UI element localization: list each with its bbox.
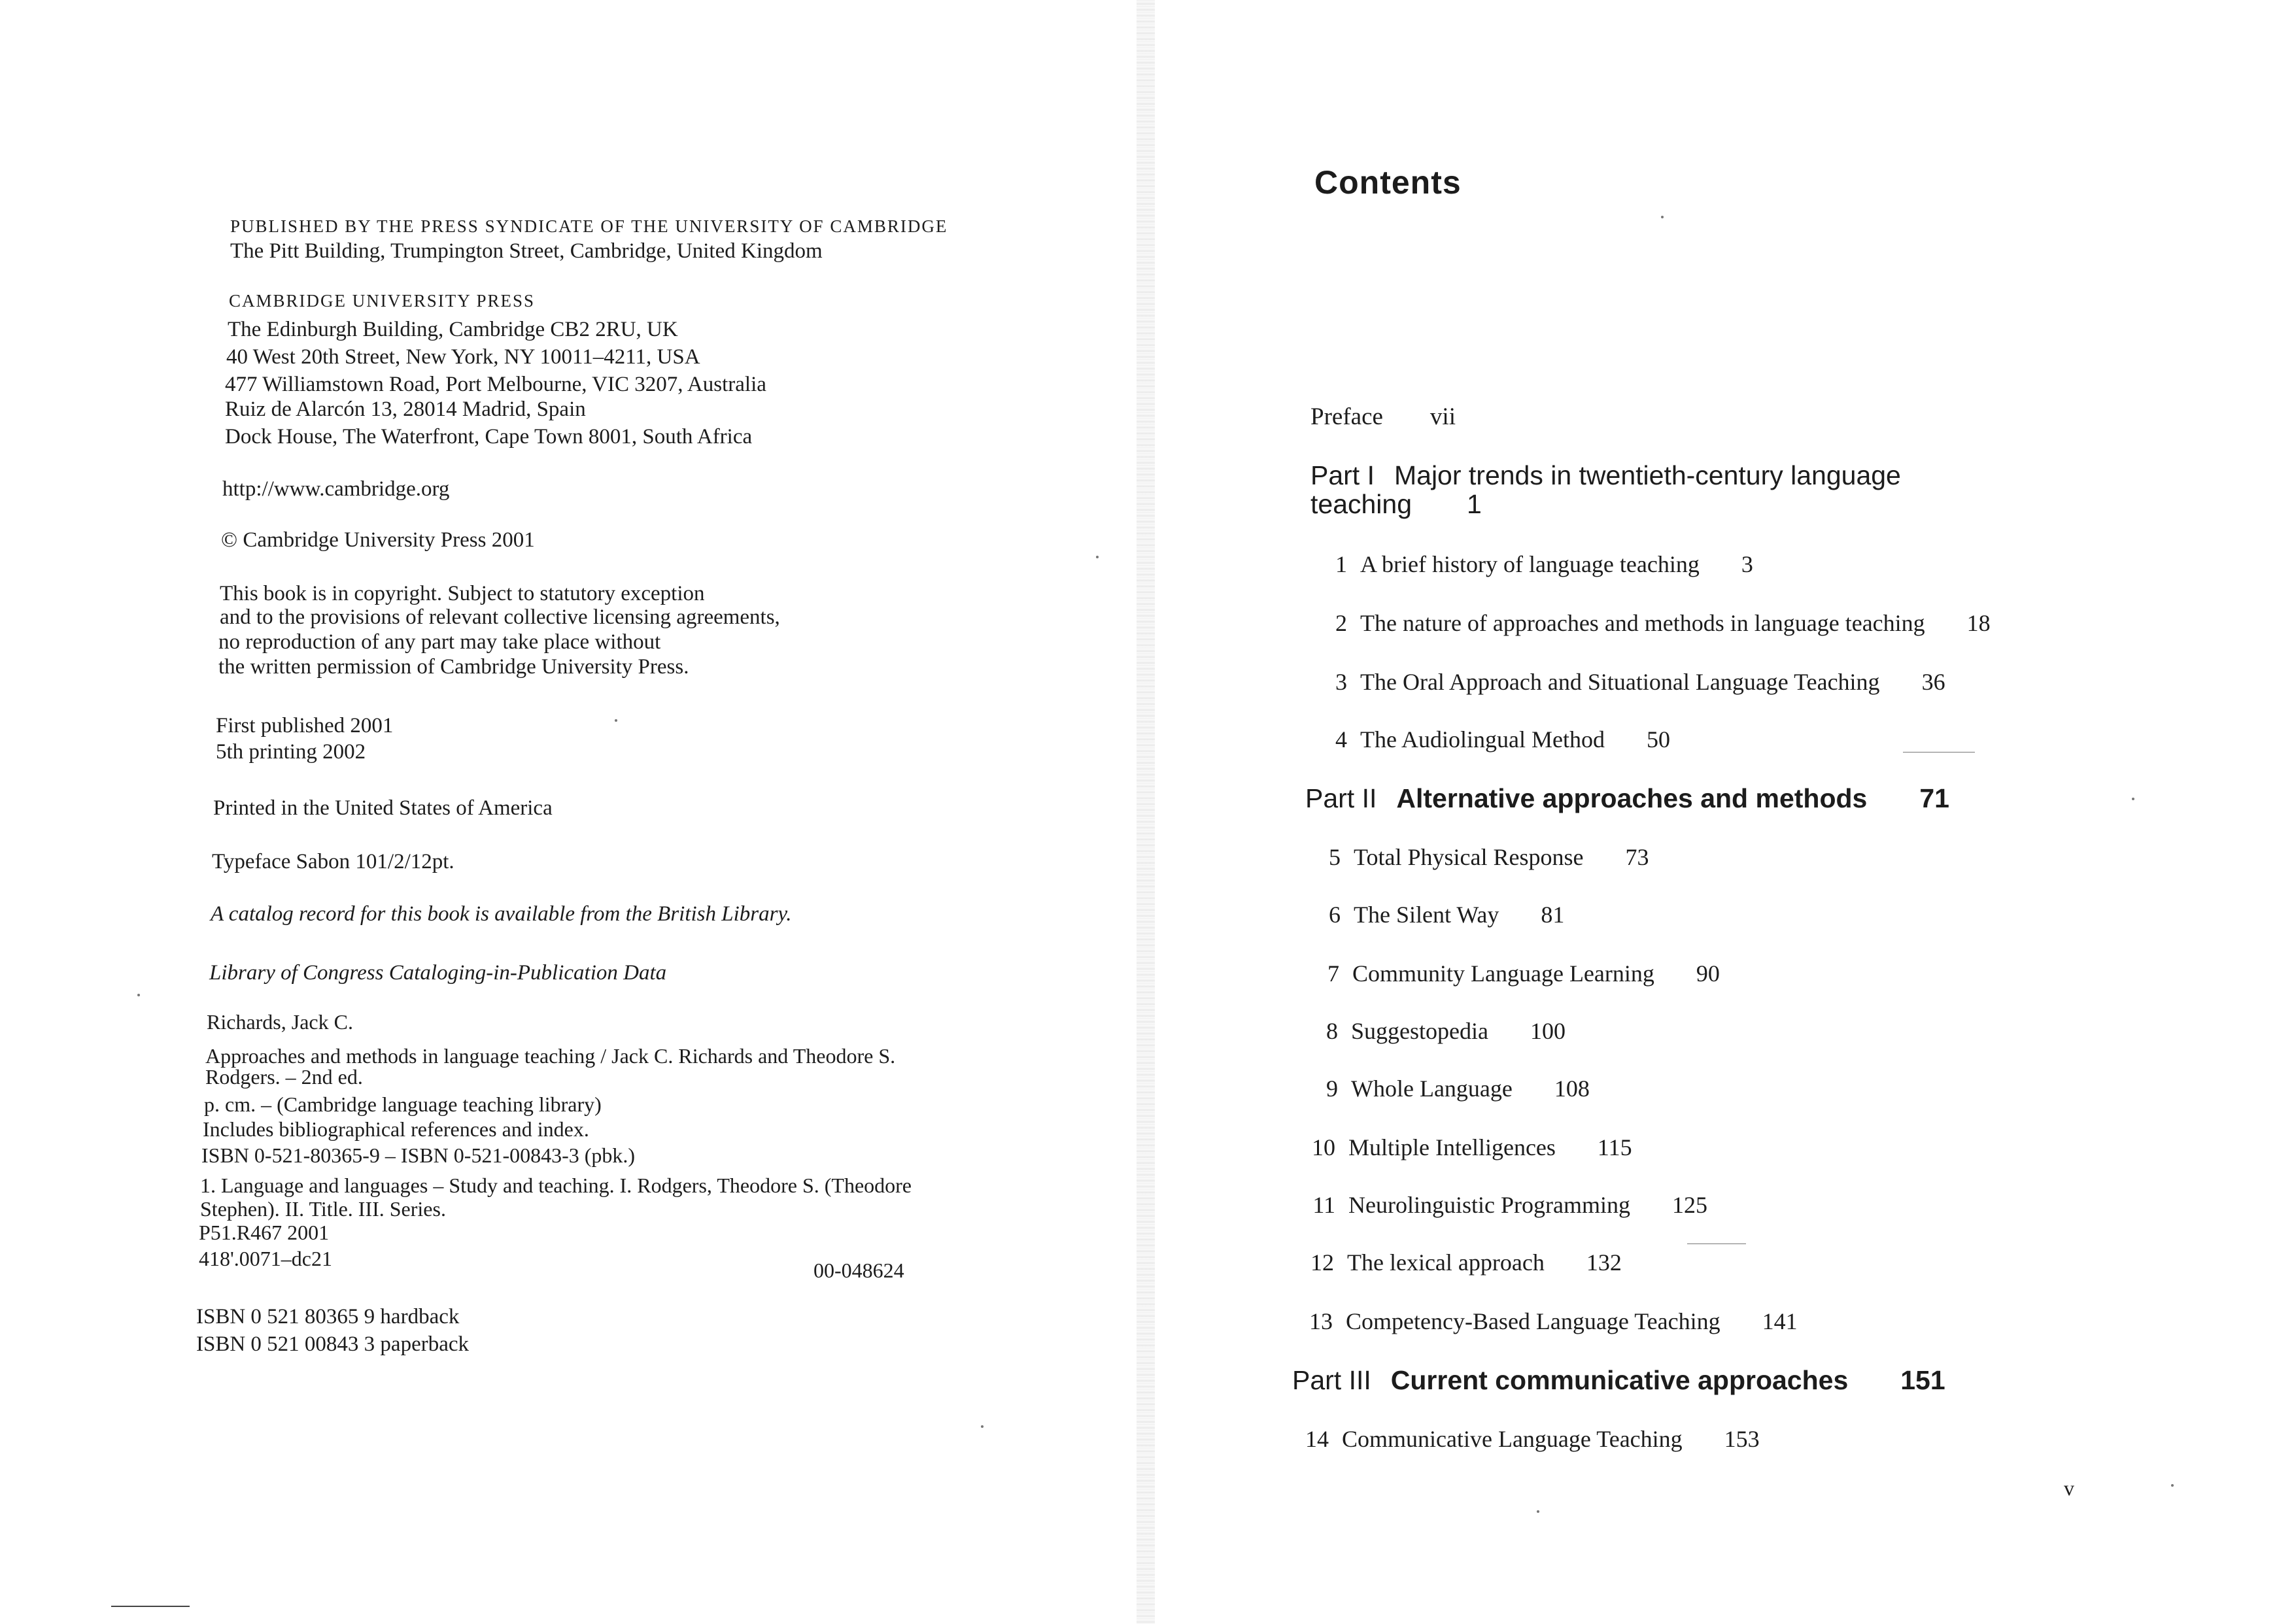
toc-chapter	[1297, 1249, 1622, 1276]
cip-line: 418'.0071–dc21	[199, 1247, 332, 1270]
address-line: The Edinburgh Building, Cambridge CB2 2RU, UK	[228, 318, 678, 341]
address-line: 477 Williamstown Road, Port Melbourne, VIC 3207, Australia	[225, 373, 766, 396]
preface-label: Preface	[1310, 403, 1383, 430]
chapter-page: 141	[1762, 1308, 1798, 1334]
cip-line: p. cm. – (Cambridge language teaching library)	[204, 1092, 602, 1116]
first-published: First published 2001	[216, 714, 394, 737]
toc-chapter	[1310, 609, 1991, 637]
cip-heading: Library of Congress Cataloging-in-Publication Data	[209, 961, 667, 985]
isbn-line: ISBN 0 521 80365 9 hardback	[196, 1305, 460, 1328]
toc-chapter	[1301, 1075, 1590, 1102]
chapter-title: Community Language Learning	[1352, 960, 1654, 987]
address-line: Ruiz de Alarcón 13, 28014 Madrid, Spain	[225, 398, 586, 421]
part-label: Part I	[1310, 460, 1375, 490]
scan-speck	[1537, 1510, 1539, 1513]
part-page: 151	[1900, 1365, 1945, 1395]
toc-chapter	[1304, 901, 1564, 928]
rights-line: no reproduction of any part may take place without	[218, 630, 661, 654]
chapter-number: 2	[1335, 610, 1347, 636]
toc-chapter	[1303, 960, 1720, 987]
chapter-number: 5	[1329, 844, 1341, 870]
toc-chapter	[1301, 1017, 1566, 1045]
chapter-number: 8	[1326, 1018, 1338, 1044]
part-title: Alternative approaches and methods	[1396, 783, 1868, 813]
chapter-page: 108	[1554, 1075, 1590, 1102]
address-line: 40 West 20th Street, New York, NY 10011–4211, USA	[226, 345, 700, 369]
part-label: Part II	[1305, 783, 1377, 813]
toc-chapter	[1304, 843, 1649, 871]
part-label: Part III	[1292, 1365, 1371, 1395]
chapter-page: 125	[1671, 1192, 1707, 1218]
chapter-page: 81	[1541, 902, 1565, 928]
toc-preface	[1310, 403, 1456, 431]
scan-speck	[137, 994, 140, 996]
chapter-title: Communicative Language Teaching	[1342, 1426, 1683, 1452]
press-name: CAMBRIDGE UNIVERSITY PRESS	[229, 291, 536, 311]
book-gutter	[1137, 0, 1155, 1624]
publisher-address: The Pitt Building, Trumpington Street, Cambridge, United Kingdom	[230, 239, 823, 263]
chapter-title: The nature of approaches and methods in language teaching	[1360, 610, 1925, 636]
scan-speck	[2171, 1484, 2174, 1487]
chapter-number: 9	[1326, 1075, 1338, 1102]
toc-chapter	[1292, 1425, 1760, 1453]
copyright-page	[0, 0, 1138, 1624]
chapter-title: Total Physical Response	[1354, 844, 1584, 870]
scan-speck	[2132, 798, 2134, 800]
chapter-number: 10	[1312, 1134, 1335, 1160]
chapter-page: 132	[1586, 1249, 1622, 1276]
chapter-page: 36	[1921, 669, 1945, 695]
contents-page	[1171, 0, 2294, 1624]
cip-line: 1. Language and languages – Study and teaching. I. Rodgers, Theodore S. (Theodore	[200, 1174, 912, 1197]
rights-line: and to the provisions of relevant collective licensing agreements,	[220, 605, 780, 629]
toc-chapter	[1310, 668, 1945, 696]
rights-line: This book is in copyright. Subject to statutory exception	[220, 582, 705, 605]
address-line: Dock House, The Waterfront, Cape Town 8001, South Africa	[225, 425, 753, 448]
part-page: 1	[1467, 489, 1482, 519]
copyright-line: © Cambridge University Press 2001	[221, 528, 535, 552]
toc-part-3	[1292, 1365, 1945, 1395]
chapter-title: The Oral Approach and Situational Language Teaching	[1360, 669, 1880, 695]
toc-chapter	[1296, 1308, 1798, 1335]
cip-line: ISBN 0-521-80365-9 – ISBN 0-521-00843-3 (pbk.)	[201, 1143, 636, 1167]
rights-line: the written permission of Cambridge University Press.	[218, 655, 689, 679]
chapter-page: 3	[1741, 551, 1753, 577]
scan-speck	[981, 1425, 984, 1428]
chapter-title: Multiple Intelligences	[1348, 1134, 1556, 1160]
chapter-title: The lexical approach	[1347, 1249, 1545, 1276]
scan-mark	[1903, 752, 1975, 753]
part-title: Current communicative approaches	[1390, 1365, 1849, 1395]
part-title-cont: teaching	[1310, 489, 1412, 519]
chapter-title: The Silent Way	[1354, 902, 1499, 928]
lccn: 00-048624	[813, 1259, 904, 1282]
toc-part-1-cont	[1310, 489, 1482, 519]
cip-line: Approaches and methods in language teaching / Jack C. Richards and Theodore S.	[205, 1044, 896, 1068]
chapter-title: Suggestopedia	[1351, 1018, 1488, 1044]
chapter-title: Neurolinguistic Programming	[1348, 1192, 1630, 1218]
chapter-title: The Audiolingual Method	[1360, 726, 1605, 753]
website: http://www.cambridge.org	[222, 477, 450, 501]
chapter-title: Whole Language	[1351, 1075, 1513, 1102]
chapter-page: 153	[1724, 1426, 1760, 1452]
chapter-number: 4	[1335, 726, 1347, 753]
chapter-page: 100	[1530, 1018, 1566, 1044]
catalog-record: A catalog record for this book is available from the British Library.	[211, 902, 792, 926]
toc-part-1	[1310, 460, 1901, 490]
scan-speck	[615, 719, 617, 722]
chapter-number: 1	[1335, 551, 1347, 577]
isbn-line: ISBN 0 521 00843 3 paperback	[196, 1332, 470, 1356]
chapter-title: Competency-Based Language Teaching	[1346, 1308, 1720, 1334]
toc-chapter	[1299, 1191, 1707, 1219]
scan-mark	[1687, 1243, 1746, 1244]
chapter-title: A brief history of language teaching	[1360, 551, 1700, 577]
scan-speck	[1661, 216, 1664, 218]
chapter-page: 90	[1696, 960, 1720, 987]
toc-chapter	[1299, 1134, 1632, 1161]
chapter-page: 73	[1625, 844, 1649, 870]
bottom-rule	[111, 1606, 190, 1607]
contents-title: Contents	[1314, 164, 1462, 201]
cip-line: Richards, Jack C.	[207, 1010, 353, 1034]
preface-page: vii	[1429, 403, 1456, 430]
cip-line: Includes bibliographical references and index.	[203, 1117, 589, 1141]
part-page: 71	[1919, 783, 1949, 813]
chapter-number: 12	[1310, 1249, 1334, 1276]
typeface: Typeface Sabon 101/2/12pt.	[212, 850, 454, 873]
printed-in: Printed in the United States of America	[213, 796, 553, 820]
cip-line: Stephen). II. Title. III. Series.	[200, 1197, 446, 1221]
cip-line: P51.R467 2001	[199, 1221, 330, 1244]
scan-speck	[1096, 556, 1099, 558]
printing: 5th printing 2002	[216, 740, 366, 764]
chapter-page: 18	[1966, 610, 1991, 636]
part-title: Major trends in twentieth-century language	[1394, 460, 1901, 490]
toc-chapter	[1310, 550, 1753, 578]
chapter-number: 7	[1327, 960, 1339, 987]
cip-line: Rodgers. – 2nd ed.	[205, 1065, 363, 1089]
publisher-header: PUBLISHED BY THE PRESS SYNDICATE OF THE UNIVERSITY OF CAMBRIDGE	[230, 216, 948, 236]
chapter-number: 13	[1309, 1308, 1333, 1334]
chapter-number: 3	[1335, 669, 1347, 695]
chapter-number: 14	[1305, 1426, 1329, 1452]
page-folio: v	[2064, 1476, 2074, 1500]
toc-chapter	[1310, 726, 1670, 753]
chapter-number: 6	[1329, 902, 1341, 928]
chapter-page: 115	[1597, 1134, 1632, 1160]
chapter-page: 50	[1646, 726, 1670, 753]
chapter-number: 11	[1312, 1192, 1335, 1218]
toc-part-2	[1305, 783, 1949, 813]
